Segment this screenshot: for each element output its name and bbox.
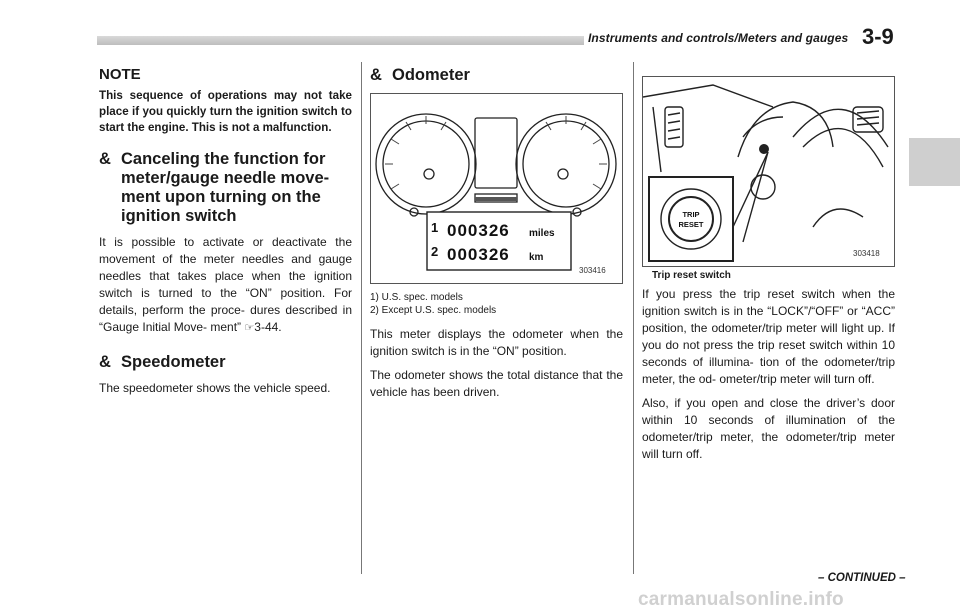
chapter-tab (909, 138, 960, 186)
trip-reset-figure (642, 76, 895, 267)
left-column (99, 66, 352, 404)
reset-button-label: RESET (678, 220, 704, 229)
running-header: Instruments and controls/Meters and gauges (588, 31, 849, 45)
page-reference-icon: ☞ (244, 322, 255, 334)
figure-caption: Trip reset switch (652, 270, 731, 281)
body-paragraph: The speedometer shows the vehicle speed. (99, 381, 331, 395)
right-column (642, 76, 895, 470)
section-title: Canceling the function for meter/gauge needle move- ment upon turning on the ignition switch (121, 150, 330, 225)
trip-button-label: TRIP (682, 210, 700, 219)
paragraph-text: It is possible to activate or deactivate the movement of the meter needles and gauge needles that takes place when the ignition switch is turned to the “ON” position. For details, perform the proce- dures described in “Gauge Initial Move- ment” (99, 235, 352, 334)
caption-item: 1) U.S. spec. models (370, 292, 463, 303)
figure-captions (370, 291, 623, 317)
odometer-unit: km (529, 252, 544, 263)
section-heading (370, 66, 623, 85)
section-heading (99, 150, 352, 226)
odometer-figure (370, 93, 623, 284)
section-mark: & (99, 353, 111, 371)
odometer-unit: miles (529, 228, 555, 239)
dashboard-illustration (643, 77, 894, 266)
cluster-row-index: 1 (431, 220, 439, 235)
page-number: 3-9 (862, 24, 894, 49)
column-divider (633, 62, 634, 574)
odometer-reading: 000326 (447, 221, 510, 240)
figure-code: 303418 (853, 249, 880, 258)
figure-code: 303416 (579, 266, 606, 275)
header-rule (97, 36, 584, 45)
note-text: This sequence of operations may not take place if you quickly turn the ignition switch to start the engine. This is not a malfunction. (99, 89, 352, 134)
body-paragraph: The odometer shows the total distance that the vehicle has been driven. (370, 368, 623, 399)
section-mark: & (99, 150, 111, 168)
note-title: NOTE (99, 66, 141, 83)
body-paragraph (99, 234, 352, 337)
watermark: carmanualsonline.info (638, 589, 844, 610)
page-reference: 3-44. (254, 320, 282, 334)
continued-label: – CONTINUED – (818, 572, 906, 584)
body-paragraph: Also, if you open and close the driver’s door within 10 seconds of illumination of the odometer/trip meter, the odometer/trip meter will turn off. (642, 396, 895, 461)
body-paragraph: If you press the trip reset switch when the ignition switch is in the “LOCK”/“OFF” or “ACC” position, the odometer/trip meter will light up. If you do not press the trip reset switch within 10 seconds of illumina- tion of the odometer/trip meter, the od- ometer/trip meter will turn off. (642, 287, 895, 386)
odometer-reading: 000326 (447, 245, 510, 264)
instrument-cluster-illustration (371, 94, 622, 283)
section-title: Odometer (392, 66, 470, 84)
cluster-row-index: 2 (431, 244, 439, 259)
middle-column (370, 66, 623, 408)
column-divider (361, 62, 362, 574)
section-title: Speedometer (121, 353, 226, 371)
body-paragraph: This meter displays the odometer when the ignition switch is in the “ON” position. (370, 327, 623, 358)
section-mark: & (370, 66, 382, 84)
section-heading (99, 353, 352, 372)
caption-item: 2) Except U.S. spec. models (370, 305, 497, 316)
